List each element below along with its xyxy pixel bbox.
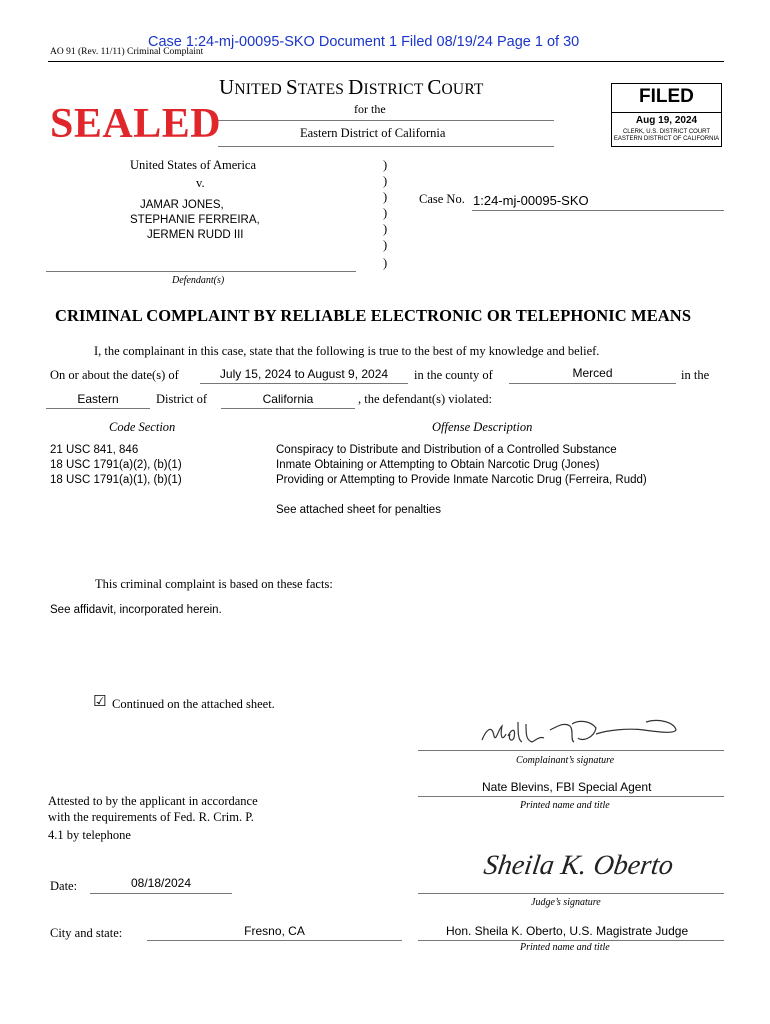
county-field: Merced	[572, 366, 613, 380]
district-field: Eastern	[77, 392, 119, 406]
date-label: Date:	[50, 879, 78, 893]
complainant-name-rule	[418, 796, 724, 797]
county-rule	[509, 383, 676, 384]
facts-intro: This criminal complaint is based on these facts:	[95, 577, 333, 591]
sealed-stamp: SEALED	[50, 101, 222, 147]
date-prefix: On or about the date(s) of	[50, 368, 179, 382]
paren: )	[383, 174, 388, 188]
header-rule	[48, 61, 724, 62]
facts-text: See affidavit, incorporated herein.	[50, 604, 222, 616]
paren: )	[383, 222, 388, 236]
offense-dates-field: July 15, 2024 to August 9, 2024	[219, 367, 389, 381]
judge-name-rule	[418, 940, 724, 941]
defendant-2: STEPHANIE FERREIRA,	[130, 214, 260, 226]
judge-signature-rule	[418, 893, 724, 894]
paren: )	[383, 206, 388, 220]
city-state-field: Fresno, CA	[244, 924, 305, 938]
filed-label: FILED	[639, 86, 694, 107]
desc-row-2: Inmate Obtaining or Attempting to Obtain Narcotic Drug (Jones)	[276, 459, 600, 471]
clerk-line-2: EASTERN DISTRICT OF CALIFORNIA	[613, 136, 720, 142]
attestation-line-2: with the requirements of Fed. R. Crim. P.	[48, 810, 254, 824]
complainant-printed-label: Printed name and title	[520, 800, 610, 811]
state-rule	[221, 408, 355, 409]
state-field: California	[262, 392, 314, 406]
complainant-statement: I, the complainant in this case, state that the following is true to the best of my knowledge and belief.	[94, 344, 600, 358]
district-field-rule	[46, 408, 150, 409]
defendant-label: Defendant(s)	[172, 275, 225, 286]
date-field: 08/18/2024	[130, 876, 192, 890]
date-rule	[90, 893, 232, 894]
violated-label: , the defendant(s) violated:	[358, 392, 492, 406]
judge-signature: Sheila K. Oberto	[481, 850, 676, 881]
complainant-signature-rule	[418, 750, 724, 751]
for-the-label: for the	[354, 102, 386, 116]
city-state-rule	[147, 940, 402, 941]
attestation-line-3: 4.1 by telephone	[48, 828, 131, 842]
desc-row-1: Conspiracy to Distribute and Distribution of a Controlled Substance	[276, 444, 617, 456]
filed-stamp	[611, 83, 722, 147]
defendant-3: JERMEN RUDD III	[147, 229, 244, 241]
case-header-stamp: Case 1:24-mj-00095-SKO Document 1 Filed 08/19/24 Page 1 of 30	[148, 34, 580, 50]
form-id: AO 91 (Rev. 11/11) Criminal Complaint	[50, 47, 204, 57]
judge-signature-label: Judge’s signature	[531, 897, 601, 908]
code-row-1: 21 USC 841, 846	[50, 444, 139, 456]
paren: )	[383, 158, 388, 172]
court-title: UNITED STATES DISTRICT COURT	[219, 75, 484, 99]
defendant-1: JAMAR JONES,	[140, 199, 224, 211]
offense-description-header: Offense Description	[432, 420, 533, 434]
paren: )	[383, 238, 388, 252]
clerk-line-1: CLERK, U.S. DISTRICT COURT	[622, 129, 711, 135]
complainant-signature-label: Complainant’s signature	[516, 755, 615, 766]
versus: v.	[196, 176, 205, 190]
code-section-header: Code Section	[109, 420, 176, 434]
desc-row-3: Providing or Attempting to Provide Inmate Narcotic Drug (Ferreira, Rudd)	[276, 474, 647, 486]
complainant-signature	[478, 712, 678, 752]
penalties-note: See attached sheet for penalties	[276, 504, 441, 516]
paren: )	[383, 256, 388, 270]
case-no-label: Case No.	[419, 192, 465, 206]
code-row-2: 18 USC 1791(a)(2), (b)(1)	[50, 459, 182, 471]
complainant-name: Nate Blevins, FBI Special Agent	[482, 780, 652, 794]
code-row-3: 18 USC 1791(a)(1), (b)(1)	[50, 474, 182, 486]
continued-checkbox[interactable]: ☑	[93, 693, 107, 710]
county-prefix: in the county of	[414, 368, 493, 382]
offense-dates-rule	[200, 383, 408, 384]
district-name: Eastern District of California	[300, 126, 446, 140]
case-no-rule	[472, 210, 724, 211]
complaint-heading: CRIMINAL COMPLAINT BY RELIABLE ELECTRONIC OR TELEPHONIC MEANS	[55, 306, 692, 325]
judge-name: Hon. Sheila K. Oberto, U.S. Magistrate Judge	[446, 924, 689, 938]
district-rule-bottom	[218, 146, 554, 147]
city-state-label: City and state:	[50, 926, 123, 940]
attestation-line-1: Attested to by the applicant in accordance	[48, 794, 258, 808]
plaintiff-name: United States of America	[130, 158, 257, 172]
judge-printed-label: Printed name and title	[520, 942, 610, 953]
district-rule	[218, 120, 554, 121]
continued-label: Continued on the attached sheet.	[112, 697, 275, 711]
case-no-value: 1:24-mj-00095-SKO	[473, 193, 589, 208]
in-the-label: in the	[681, 368, 710, 382]
defendant-rule	[46, 271, 356, 272]
district-of-label: District of	[156, 392, 208, 406]
paren: )	[383, 190, 388, 204]
filed-date: Aug 19, 2024	[635, 115, 698, 126]
